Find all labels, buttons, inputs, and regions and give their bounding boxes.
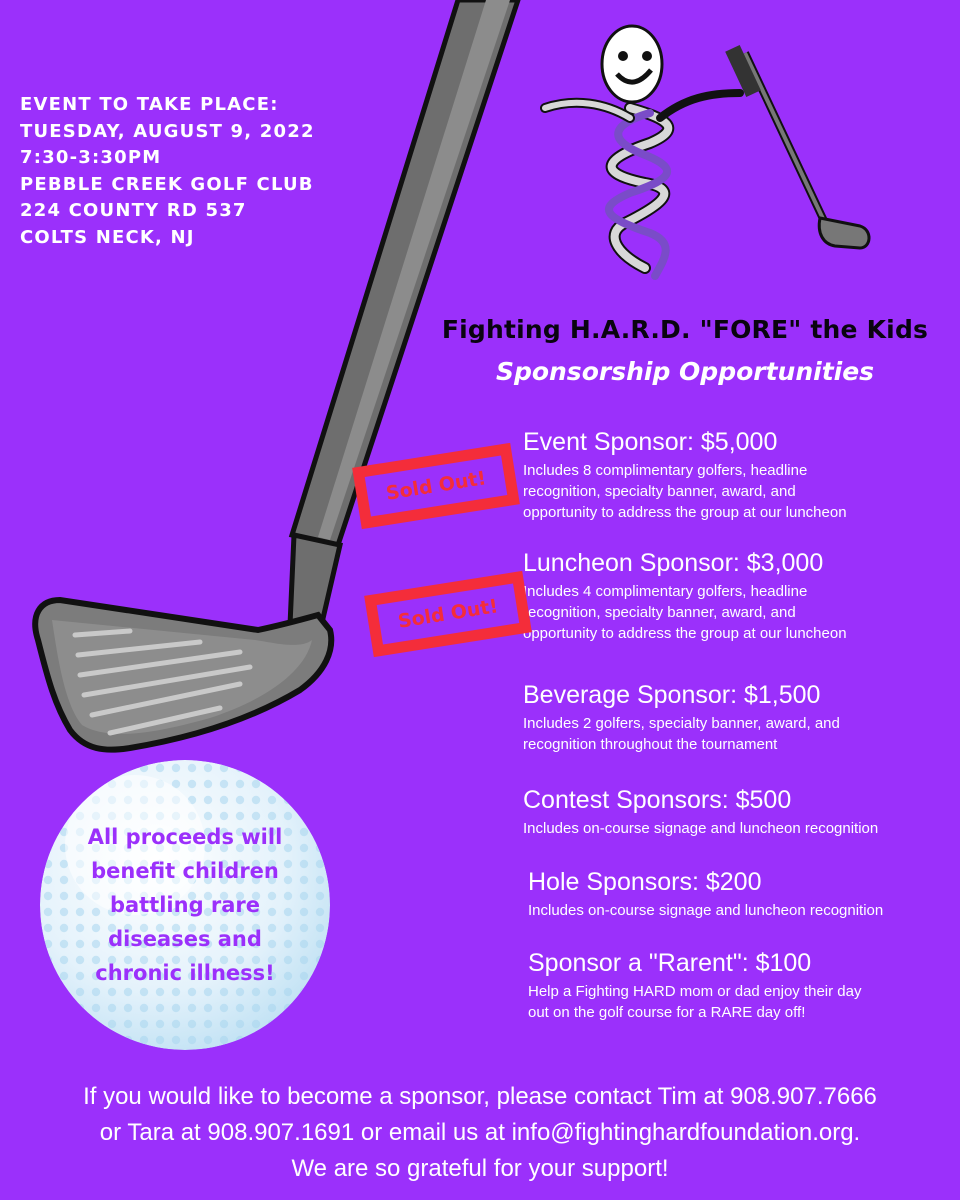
sponsor-tier-rarent: [528, 948, 862, 1023]
desc-line: Includes on-course signage and luncheon recognition: [528, 902, 884, 919]
ball-line: All proceeds will: [87, 825, 283, 849]
sponsor-tier-beverage: [523, 680, 840, 755]
tier-description: [523, 581, 847, 644]
desc-line: recognition throughout the tournament: [523, 736, 778, 753]
ball-line: chronic illness!: [95, 961, 275, 985]
page-title: Fighting H.A.R.D. "FORE" the Kids: [441, 315, 929, 344]
tier-name: Hole Sponsors: $200: [528, 868, 762, 896]
tier-description: [528, 900, 883, 921]
footer-line: We are so grateful for your support!: [291, 1155, 669, 1182]
event-date: TUESDAY, AUGUST 9, 2022: [20, 120, 315, 142]
contact-footer: [0, 1079, 960, 1187]
ball-message: [40, 820, 330, 990]
event-info: [20, 92, 315, 251]
stamp-label: Sold Out!: [396, 595, 500, 633]
tier-name: Beverage Sponsor: $1,500: [523, 681, 821, 709]
stick-figure-golfer-icon: [535, 18, 905, 288]
event-time: 7:30-3:30PM: [20, 147, 162, 168]
footer-line: or Tara at 908.907.1691 or email us at info@fightinghardfoundation.org.: [99, 1119, 861, 1146]
tier-description: [523, 713, 840, 755]
sponsor-tier-hole: [528, 867, 883, 921]
desc-line: Includes on-course signage and luncheon recognition: [523, 820, 879, 837]
sponsor-tier-contest: [523, 785, 878, 839]
footer-line: If you would like to become a sponsor, please contact Tim at 908.907.7666: [83, 1083, 877, 1110]
desc-line: Includes 4 complimentary golfers, headline: [523, 583, 808, 600]
sponsor-tier-event: [523, 427, 847, 523]
desc-line: Help a Fighting HARD mom or dad enjoy their day: [528, 983, 862, 1000]
event-venue: PEBBLE CREEK GOLF CLUB: [20, 173, 314, 195]
desc-line: Includes 8 complimentary golfers, headline: [523, 462, 808, 479]
event-address: 224 COUNTY RD 537: [20, 200, 247, 221]
sponsor-tier-luncheon: [523, 548, 847, 644]
event-line: EVENT TO TAKE PLACE:: [20, 94, 279, 115]
tier-description: [528, 981, 862, 1023]
desc-line: recognition, specialty banner, award, and: [523, 483, 796, 500]
desc-line: recognition, specialty banner, award, and: [523, 604, 796, 621]
stamp-label: Sold Out!: [384, 467, 488, 505]
tier-description: [523, 818, 878, 839]
desc-line: opportunity to address the group at our luncheon: [523, 625, 847, 642]
tier-name: Luncheon Sponsor: $3,000: [523, 549, 824, 577]
desc-line: Includes 2 golfers, specialty banner, award, and: [523, 715, 840, 732]
desc-line: opportunity to address the group at our luncheon: [523, 504, 847, 521]
desc-line: out on the golf course for a RARE day off!: [528, 1004, 806, 1021]
tier-description: [523, 460, 847, 523]
ball-line: battling rare: [109, 893, 261, 917]
ball-line: diseases and: [108, 927, 262, 951]
event-city: COLTS NECK, NJ: [20, 226, 195, 248]
tier-name: Contest Sponsors: $500: [523, 786, 792, 814]
ball-line: benefit children: [91, 859, 279, 883]
page-subtitle: Sponsorship Opportunities: [495, 357, 875, 386]
tier-name: Sponsor a "Rarent": $100: [528, 949, 812, 977]
tier-name: Event Sponsor: $5,000: [523, 428, 778, 456]
